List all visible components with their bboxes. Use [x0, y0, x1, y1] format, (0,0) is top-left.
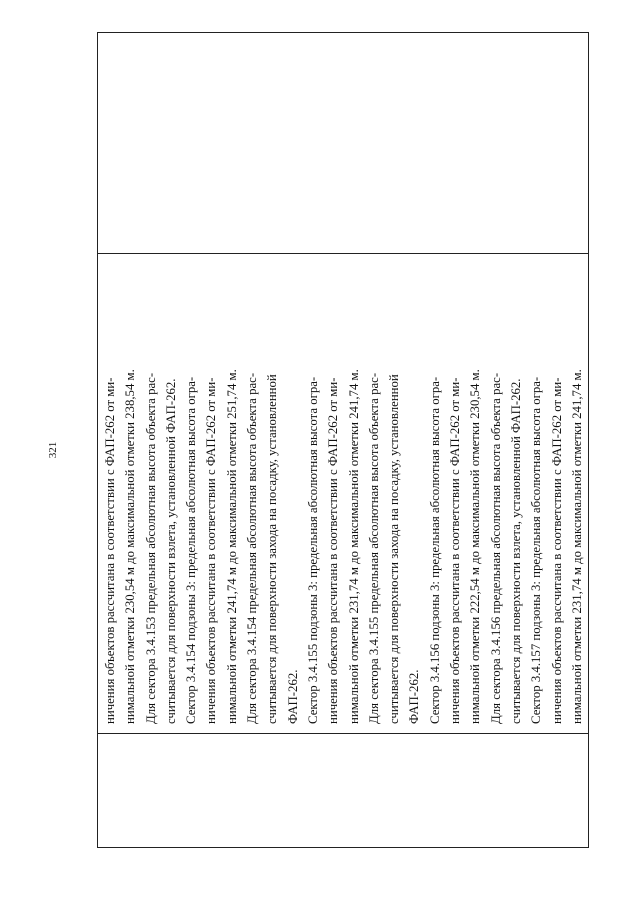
document-table — [97, 32, 589, 848]
text-line: ничения объектов рассчитана в соответствии с ФАП-262 от ми- — [549, 377, 564, 724]
text-line: считывается для поверхности захода на посадку, установленной — [265, 374, 280, 724]
text-line: ничения объектов рассчитана в соответствии с ФАП-262 от ми- — [204, 377, 219, 724]
text-line: считывается для поверхности взлета, установленной ФАП-262. — [163, 378, 178, 724]
text-line: ничения объектов рассчитана в соответствии с ФАП-262 от ми- — [103, 377, 117, 724]
table-row-divider-bottom — [98, 733, 588, 734]
rotated-text-block — [100, 258, 588, 728]
text-line: нимальной отметки 230,54 м до максимальной отметки 238,54 м. — [123, 369, 138, 724]
page-number: 321 — [47, 441, 59, 459]
text-line: ничения объектов рассчитана в соответствии с ФАП-262 от ми- — [448, 377, 463, 724]
text-line: ФАП-262. — [407, 669, 422, 724]
text-line: Сектор 3.4.156 подзоны 3: предельная абсолютная высота огра- — [427, 376, 442, 724]
text-line: считывается для поверхности взлета, установленной ФАП-262. — [508, 378, 523, 724]
text-line: нимальной отметки 231,74 м до максимальной отметки 241,74 м. — [346, 369, 361, 724]
text-line: нимальной отметки 231,74 м до максимальной отметки 241,74 м. — [569, 369, 584, 724]
text-line: нимальной отметки 222,54 м до максимальной отметки 230,54 м. — [468, 369, 483, 724]
text-line: ФАП-262. — [285, 669, 300, 724]
text-line: Сектор 3.4.154 подзоны 3: предельная абсолютная высота огра- — [184, 376, 199, 724]
text-line: Для сектора 3.4.154 предельная абсолютная высота объекта рас- — [245, 372, 260, 724]
text-line: Сектор 3.4.155 подзоны 3: предельная абсолютная высота огра- — [305, 376, 320, 724]
text-line: нимальной отметки 241,74 м до максимальной отметки 251,74 м. — [224, 369, 239, 724]
text-line: Для сектора 3.4.155 предельная абсолютная высота объекта рас- — [366, 372, 381, 724]
text-line: Сектор 3.4.157 подзоны 3: предельная абсолютная высота огра- — [529, 376, 544, 724]
text-line: Для сектора 3.4.153 предельная абсолютная высота объекта рас- — [143, 372, 158, 724]
text-line: Для сектора 3.4.156 предельная абсолютная высота объекта рас- — [488, 372, 503, 724]
table-text-cell — [98, 253, 590, 733]
text-line: ничения объектов рассчитана в соответствии с ФАП-262 от ми- — [326, 377, 341, 724]
text-line: считывается для поверхности захода на посадку, установленной — [387, 374, 402, 724]
